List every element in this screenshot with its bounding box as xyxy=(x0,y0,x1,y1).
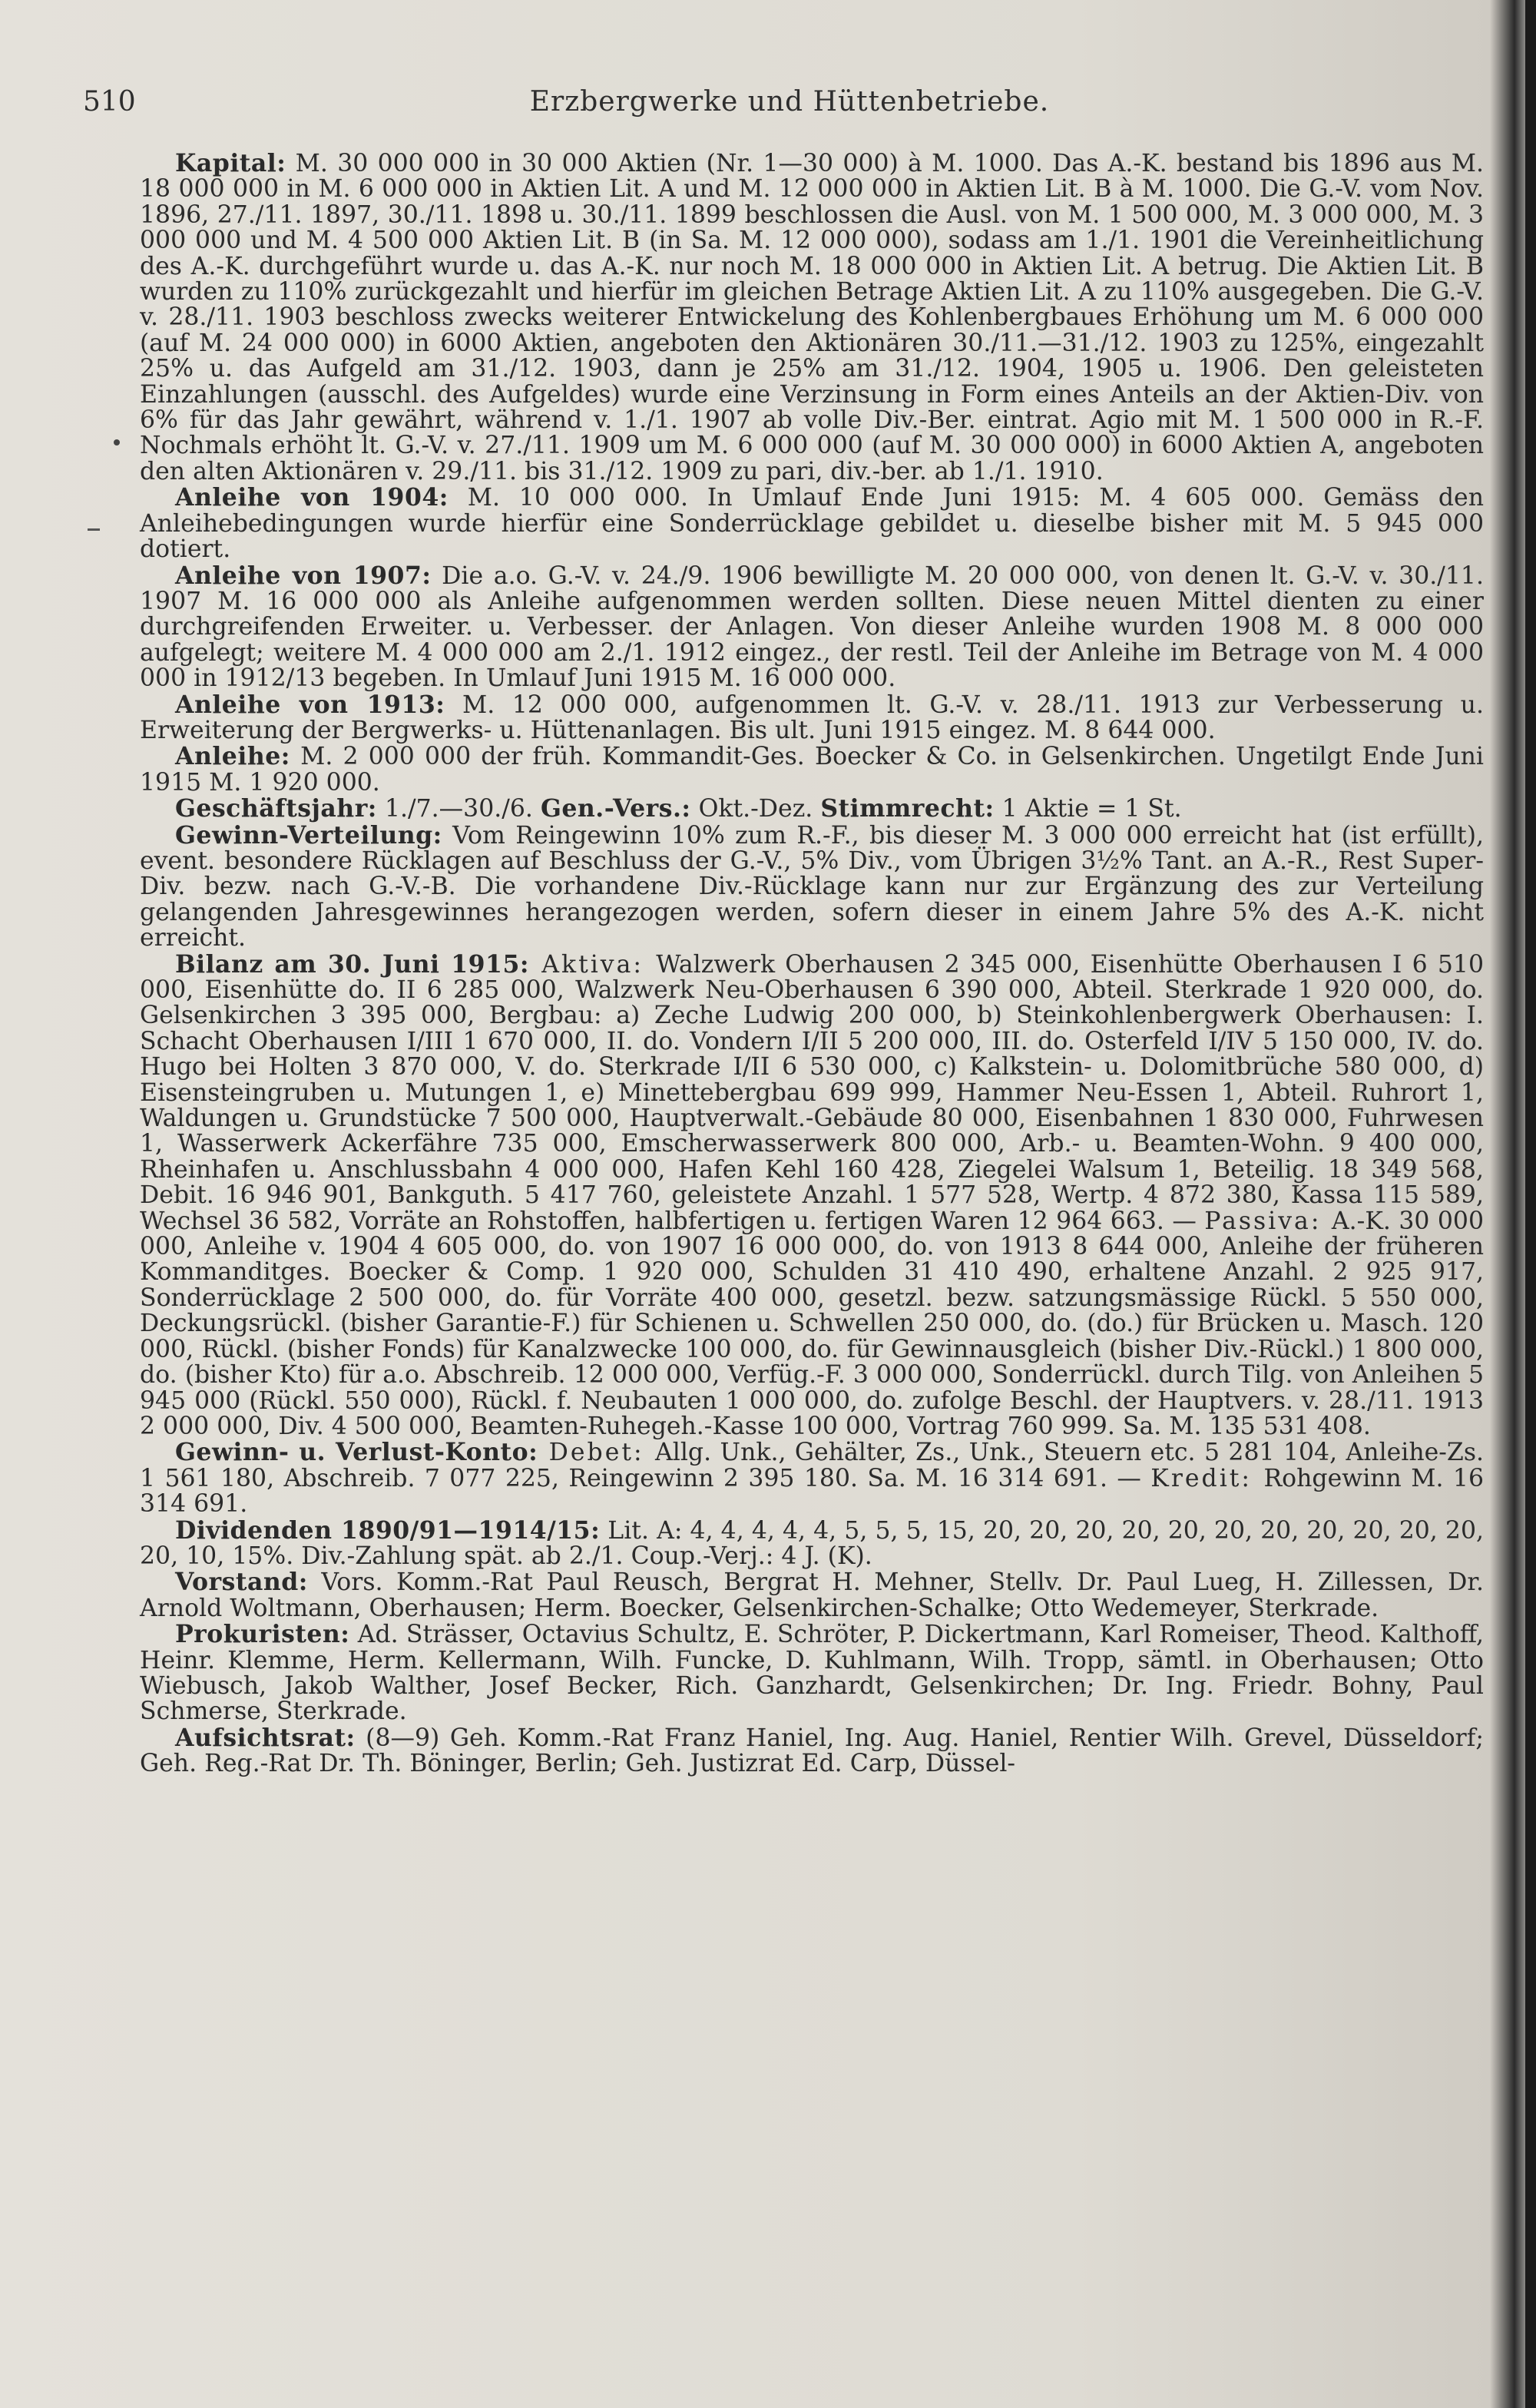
text-geschaeftsjahr: 1./7.—30./6. xyxy=(376,795,541,823)
text-debet: Allg. Unk., Gehälter, Zs., Unk., Steuern etc. 5 281 104, Anleihe-Zs. 1 561 180, Abschreib. 7 077 225, Reingewinn 2 395 180. Sa. M. 16 314 691. — xyxy=(140,1439,1484,1492)
text-kredit: Rohgewinn M. 16 314 691. xyxy=(140,1464,1484,1519)
paragraph-dividenden xyxy=(140,1515,1485,1570)
text-prokuristen: Ad. Strässer, Octavius Schultz, E. Schröter, P. Dickertmann, Karl Romeiser, Theod. Kalthoff, Heinr. Klemme, Herm. Kellermann, Wilh. Funcke, D. Kuhlmann, Wilh. Tropp, sämtl. in Oberhausen; Otto Wiebusch, Jakob Walther, Josef Becker, Rich. Ganzhardt, Gelsenkirchen; Dr. Ing. Friedr. Bohny, Paul Schmerse, Sterkrade. xyxy=(140,1621,1484,1726)
paragraph-prokuristen xyxy=(140,1621,1484,1725)
text-anleihe: M. 2 000 000 der früh. Kommandit-Ges. Boecker & Co. in Gelsenkirchen. Ungetilgt Ende Juni 1915 M. 1 920 000. xyxy=(140,743,1484,797)
paragraph-anleihe-1904 xyxy=(140,485,1484,562)
page-number: 510 xyxy=(83,86,136,118)
heading-anleihe-1904: Anleihe von 1904: xyxy=(175,483,449,512)
text-kapital: M. 30 000 000 in 30 000 Aktien (Nr. 1—30 000) à M. 1000. Das A.-K. bestand bis 1896 aus M. 18 000 000 in M. 6 000 000 in Aktien Lit. A und M. 12 000 000 in Aktien Lit. B à M. 1000. Die G.-V. vom Nov. 1896, 27./11. 1897, 30./11. 1898 u. 30./11. 1899 beschlossen die Ausl. von M. 1 500 000, M. 3 000 000, M. 3 000 000 und M. 4 500 000 Aktien Lit. B (in Sa. M. 12 000 000), sodass am 1./1. 1901 die Vereinheitlichung des A.-K. durchgeführt wurde u. das A.-K. nur noch M. 18 000 000 in Aktien Lit. A betrug. Die Aktien Lit. B wurden zu 110% zurückgezahlt und hierfür im gleichen Betrage Aktien Lit. A zu 110% ausgegeben. Die G.-V. v. 28./11. 1903 beschloss zwecks weiterer Entwickelung des Kohlenbergbaues Erhöhung um M. 6 000 000 (auf M. 24 000 000) in 6000 Aktien, angeboten den Aktionären 30./11.—31./12. 1903 zu 125%, eingezahlt 25% u. das Aufgeld am 31./12. 1903, dann je 25% am 31./12. 1904, 1905 u. 1906. Den geleisteten Einzahlungen (ausschl. des Aufgeldes) wurde eine Verzinsung in Form eines Anteils an der Aktien-Div. von 6% für das Jahr gewährt, während v. 1./1. 1907 ab volle Div.-Ber. eintrat. Agio mit M. 1 500 000 in R.-F. Nochmals erhöht lt. G.-V. v. 27./11. 1909 um M. 6 000 000 (auf M. 30 000 000) in 6000 Aktien A, angeboten den alten Aktionären v. 29./11. bis 31./12. 1909 zu pari, div.-ber. ab 1./1. 1910. xyxy=(140,150,1484,485)
heading-bilanz: Bilanz am 30. Juni 1915: xyxy=(175,949,529,979)
paragraph-gewinn-verteilung xyxy=(140,820,1484,952)
paragraph-aufsichtsrat xyxy=(140,1725,1484,1777)
text-anleihe-1907: Die a.o. G.-V. v. 24./9. 1906 bewilligte M. 20 000 000, von denen lt. G.-V. v. 30./11. 1907 M. 16 000 000 als Anleihe aufgenommen werden sollten. Diese neuen Mittel dienten zu einer durchgreifenden Erweiter. u. Verbesser. der Anlagen. Von dieser Anleihe wurden 1908 M. 8 000 000 aufgelegt; weitere M. 4 000 000 am 2./1. 1912 eingez., der restl. Teil der Anleihe im Betrage von M. 4 000 000 in 1912/13 begeben. In Umlauf Juni 1915 M. 16 000 000. xyxy=(140,561,1484,693)
text-vorstand: Vors. Komm.-Rat Paul Reusch, Bergrat H. Mehner, Stellv. Dr. Paul Lueg, H. Zillessen, Dr. Arnold Woltmann, Oberhausen; Herm. Boecker, Gelsenkirchen-Schalke; Otto Wedemeyer, Sterkrade. xyxy=(140,1568,1484,1622)
heading-geschaeftsjahr: Geschäftsjahr: xyxy=(175,794,377,823)
heading-kapital: Kapital: xyxy=(175,149,286,177)
text-gen-vers: Okt.-Dez. xyxy=(690,795,821,823)
page-edge-shadow xyxy=(1525,0,1536,2408)
label-kredit: Kredit: xyxy=(1150,1464,1264,1492)
heading-vorstand: Vorstand: xyxy=(175,1568,308,1597)
heading-anleihe: Anleihe: xyxy=(175,742,290,771)
label-debet: Debet: xyxy=(538,1439,656,1467)
heading-gewinn-verlust: Gewinn- u. Verlust-Konto: xyxy=(175,1438,538,1467)
heading-aufsichtsrat: Aufsichtsrat: xyxy=(175,1723,356,1752)
heading-anleihe-1907: Anleihe von 1907: xyxy=(175,561,432,590)
paragraph-anleihe-1907 xyxy=(140,563,1484,692)
label-passiva: Passiva: xyxy=(1204,1207,1332,1235)
paragraph-vorstand xyxy=(140,1569,1484,1621)
heading-gen-vers: Gen.-Vers.: xyxy=(540,794,691,823)
paragraph-bilanz xyxy=(140,949,1484,1440)
heading-anleihe-1913: Anleihe von 1913: xyxy=(175,690,445,719)
text-anleihe-1913: M. 12 000 000, aufgenommen lt. G.-V. v. 28./11. 1913 zur Verbesserung u. Erweiterung der Bergwerks- u. Hüttenanlagen. Bis ult. Juni 1915 eingez. M. 8 644 000. xyxy=(140,691,1484,744)
page-header xyxy=(83,86,1496,132)
text-dividenden: Lit. A: 4, 4, 4, 4, 4, 5, 5, 5, 15, 20, 20, 20, 20, 20, 20, 20, 20, 20, 20, 20, 20, 10, 15%. Div.-Zahlung spät. ab 2./1. Coup.-Verj.: 4 J. (K). xyxy=(140,1516,1485,1570)
running-head: Erzbergwerke und Hüttenbetriebe. xyxy=(529,86,1050,118)
heading-gewinn-verteilung: Gewinn-Verteilung: xyxy=(175,820,442,850)
paragraph-anleihe xyxy=(140,744,1484,796)
label-aktiva: Aktiva: xyxy=(529,950,657,979)
margin-tick xyxy=(88,528,100,531)
paragraph-gewinn-verlust xyxy=(140,1439,1484,1517)
text-anleihe-1904: M. 10 000 000. In Umlauf Ende Juni 1915: M. 4 605 000. Gemäss den Anleihebedingungen wurde hierfür eine Sonderrücklage gebildet u. dieselbe bisher mit M. 5 945 000 dotiert. xyxy=(140,484,1484,564)
paragraph-kapital xyxy=(140,151,1484,485)
text-aktiva: Walzwerk Oberhausen 2 345 000, Eisenhütte Oberhausen I 6 510 000, Eisenhütte do. II 6 285 000, Walzwerk Neu-Oberhausen 6 390 000, Abteil. Sterkrade 1 920 000, do. Gelsenkirchen 3 395 000, Bergbau: a) Zeche Ludwig 200 000, b) Steinkohlenbergwerk Oberhausen: I. Schacht Oberhausen I/III 1 670 000, II. do. Vondern I/II 5 200 000, III. do. Osterfeld I/IV 5 150 000, IV. do. Hugo bei Holten 3 870 000, V. do. Sterkrade I/II 6 530 000, c) Kalkstein- u. Dolomitbrüche 580 000, d) Eisensteingruben u. Mutungen 1, e) Minettebergbau 699 999, Hammer Neu-Essen 1, Abteil. Ruhrort 1, Waldungen u. Grundstücke 7 500 000, Hauptverwalt.-Gebäude 80 000, Eisenbahnen 1 830 000, Fuhrwesen 1, Wasserwerk Ackerfähre 735 000, Emscherwasserwerk 800 000, Arb.- u. Beamten-Wohn. 9 400 000, Rheinhafen u. Anschlussbahn 4 000 000, Hafen Kehl 160 428, Ziegelei Walsum 1, Beteilig. 18 349 568, Debit. 16 946 901, Bankguth. 5 417 760, geleistete Anzahl. 1 577 528, Wertp. 4 872 380, Kassa 115 589, Wechsel 36 582, Vorräte an Rohstoffen, halbfertigen u. fertigen Waren 12 964 663. — xyxy=(140,950,1484,1235)
text-aufsichtsrat: (8—9) Geh. Komm.-Rat Franz Haniel, Ing. Aug. Haniel, Rentier Wilh. Grevel, Düsseldorf; Geh. Reg.-Rat Dr. Th. Böninger, Berlin; Geh. Justizrat Ed. Carp, Düssel- xyxy=(140,1724,1484,1778)
page-body xyxy=(140,151,1484,1777)
heading-stimmrecht: Stimmrecht: xyxy=(820,794,995,823)
margin-dot xyxy=(114,439,120,445)
heading-dividenden: Dividenden 1890/91—1914/15: xyxy=(175,1515,601,1545)
text-passiva: A.-K. 30 000 000, Anleihe v. 1904 4 605 000, do. von 1907 16 000 000, do. von 1913 8 644 000, Anleihe der früheren Kommanditges. Boecker & Comp. 1 920 000, Schulden 31 410 490, erhaltene Anzahl. 2 925 917, Sonderrücklage 2 500 000, do. für Vorräte 400 000, gesetzl. bezw. satzungsmässige Rückl. 5 550 000, Deckungsrückl. (bisher Garantie-F.) für Schienen u. Schwellen 250 000, do. (do.) für Brücken u. Masch. 120 000, Rückl. (bisher Fonds) für Kanalzwecke 100 000, do. für Gewinnausgleich (bisher Div.-Rückl.) 1 800 000, do. (bisher Kto) für a.o. Abschreib. 12 000 000, Verfüg.-F. 3 000 000, Sonderrückl. durch Tilg. von Anleihen 5 945 000 (Rückl. 550 000), Rückl. f. Neubauten 1 000 000, do. zufolge Beschl. der Hauptvers. v. 28./11. 1913 2 000 000, Div. 4 500 000, Beamten-Ruhegeh.-Kasse 100 000, Vortrag 760 999. Sa. M. 135 531 408. xyxy=(140,1207,1484,1440)
heading-prokuristen: Prokuristen: xyxy=(175,1620,350,1649)
text-gewinn-verteilung: Vom Reingewinn 10% zum R.-F., bis dieser M. 3 000 000 erreicht hat (ist erfüllt), event. besondere Rücklagen auf Beschluss der G.-V., 5% Div., vom Übrigen 3½% Tant. an A.-R., Rest Super-Div. bezw. nach G.-V.-B. Die vorhandene Div.-Rücklage kann nur zur Ergänzung des zur Verteilung gelangenden Jahresgewinnes herangezogen werden, sofern dieser in einem Jahre 5% des A.-K. nicht erreicht. xyxy=(140,821,1484,952)
paragraph-anleihe-1913 xyxy=(140,692,1484,744)
paragraph-geschaeftsjahr xyxy=(140,796,1484,822)
text-stimmrecht: 1 Aktie = 1 St. xyxy=(994,795,1182,823)
